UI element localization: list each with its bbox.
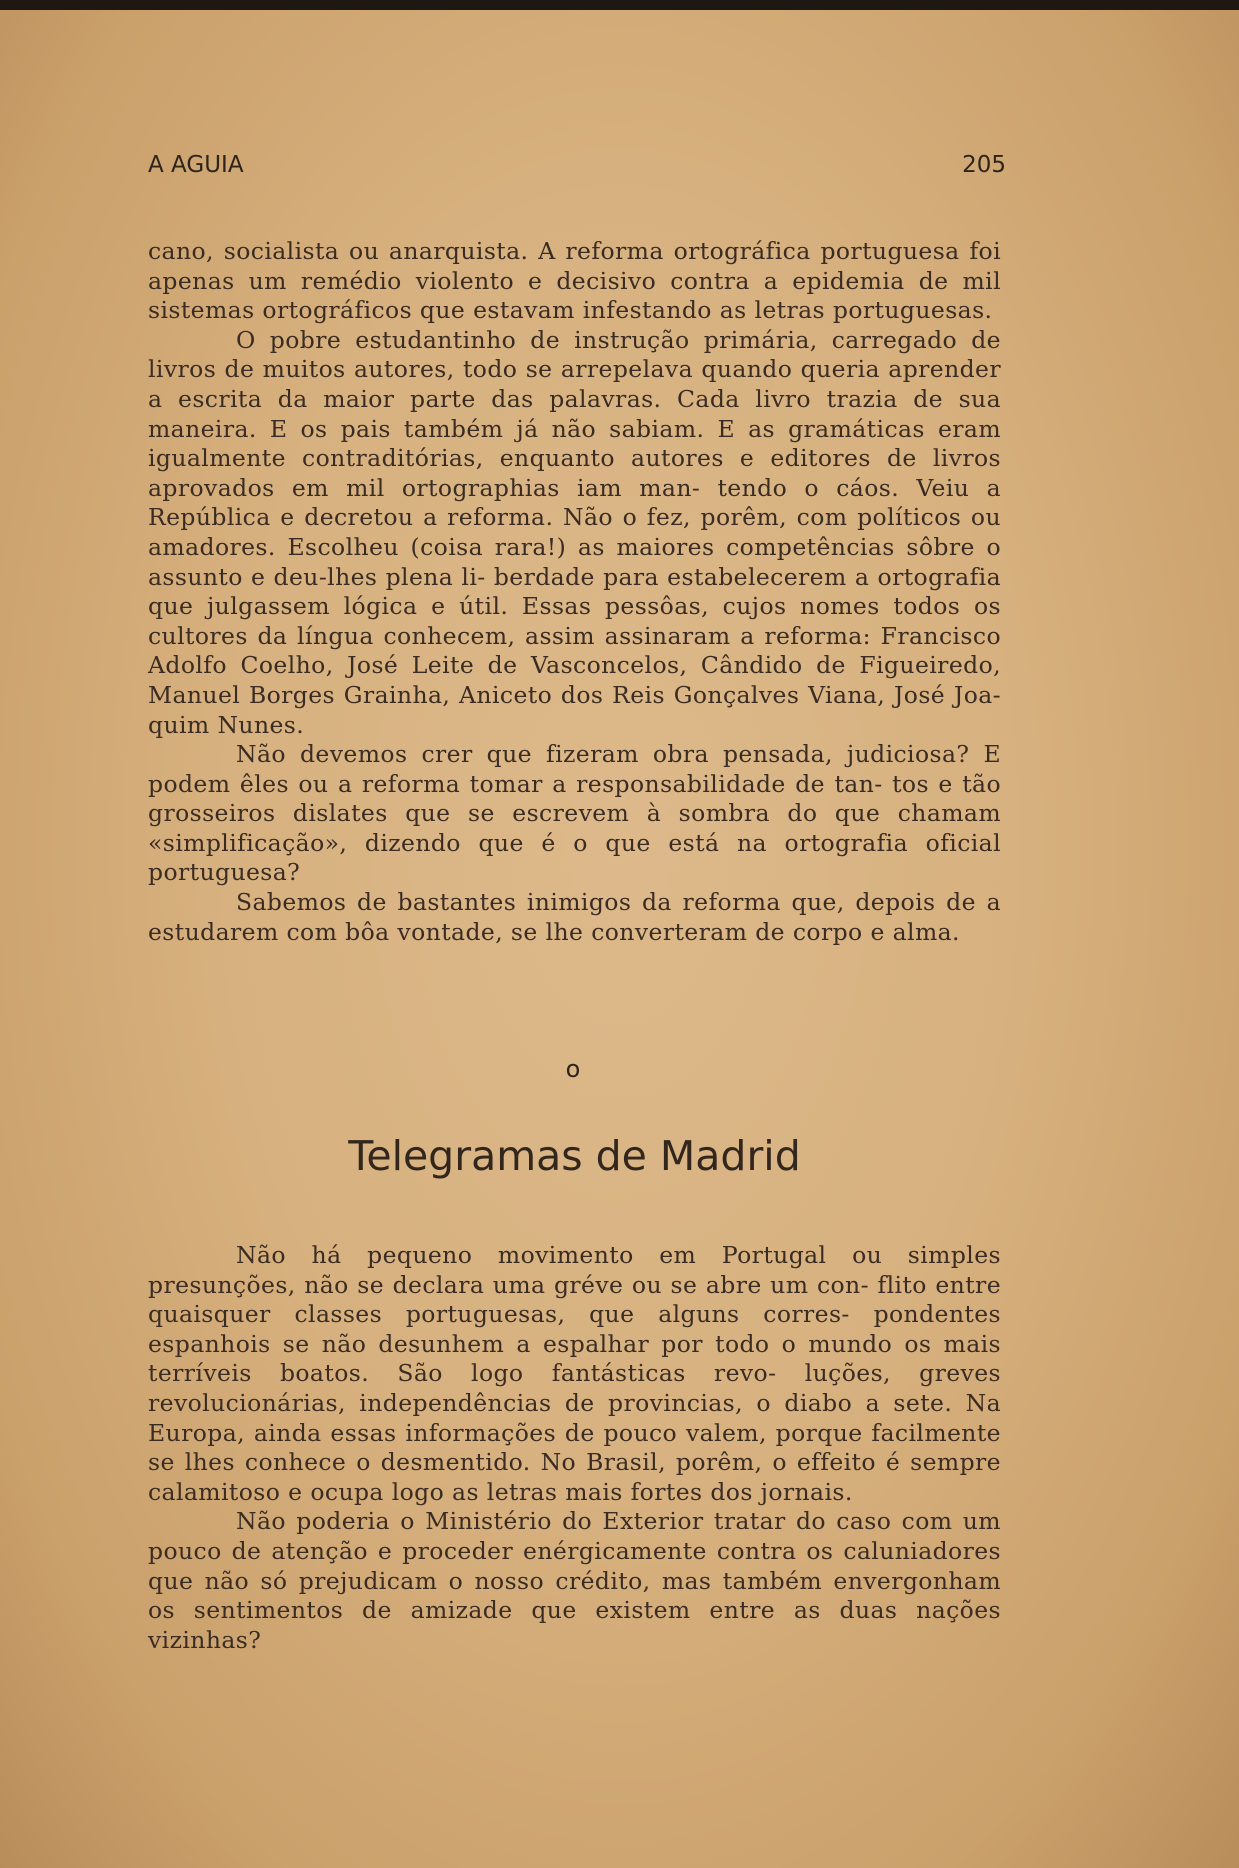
paragraph bbox=[148, 740, 1001, 888]
text-line: Não poderia o Ministério do Exterior tratar do caso bbox=[236, 1507, 892, 1536]
text-line: pondentes espanhois se não desunhem a espalhar por todo o bbox=[148, 1300, 1001, 1358]
text-line: quim Nunes. bbox=[148, 710, 305, 739]
text-line: O pobre estudantinho de instrução primária, carregado bbox=[236, 325, 958, 354]
text-line: chamam «simplificação», dizendo que é o que está na ortografia bbox=[148, 799, 1002, 857]
text-line: com um pouco de atenção e proceder enérgicamente contra os bbox=[148, 1507, 1001, 1565]
text-line: entre as duas nações vizinhas? bbox=[148, 1596, 1001, 1654]
text-line: portuguesas. bbox=[832, 296, 993, 325]
text-line: de livros de muitos autores, todo se arrepelava quando queria bbox=[148, 325, 1001, 384]
text-line: Não devemos crer que fizeram obra pensada, judiciosa? bbox=[236, 740, 970, 769]
page-number: 205 bbox=[962, 152, 1006, 178]
paragraph bbox=[148, 1507, 1001, 1655]
text-line: caluniadores que não só prejudicam o nosso crédito, mas bbox=[148, 1536, 1002, 1595]
text-line: Não há pequeno movimento em Portugal ou simples bbox=[236, 1241, 1001, 1269]
text-line: de mil sistemas ortográficos que estavam infestando as letras bbox=[148, 266, 1001, 325]
text-line: e editores de livros aprovados em mil ortographias iam man- bbox=[148, 444, 1001, 502]
paragraph bbox=[148, 237, 1001, 326]
text-line: presunções, não se declara uma gréve ou se abre um con- bbox=[148, 1270, 869, 1299]
text-line: mundo os mais terríveis boatos. São logo fantásticas revo- bbox=[148, 1329, 1001, 1388]
text-line: luções, greves revolucionárias, independências de provincias, o bbox=[148, 1359, 1001, 1417]
text-line: E podem êles ou a reforma tomar a responsabilidade de tan- bbox=[148, 740, 1002, 798]
text-line: as gramáticas eram igualmente contraditórias, enquanto autores bbox=[148, 414, 1002, 473]
text-line: cano, socialista ou anarquista. A reforma ortográfica portuguesa bbox=[148, 237, 960, 265]
text-line: aprender a escrita da maior parte das palavras. Cada livro bbox=[148, 355, 1001, 413]
text-line: foi apenas um remédio violento e decisivo contra a epidemia bbox=[148, 237, 1001, 295]
section-separator: o bbox=[565, 1055, 581, 1083]
article-body bbox=[148, 237, 1001, 947]
paragraph bbox=[148, 326, 1001, 740]
text-line: fez, porêm, com políticos ou amadores. Escolheu (coisa rara!) bbox=[148, 503, 1001, 561]
text-line: e útil. Essas pessôas, cujos nomes todos os cultores da língua bbox=[148, 592, 1001, 650]
text-line: tendo o cáos. Veiu a República e decretou a reforma. Não o bbox=[148, 473, 1001, 532]
text-line: trazia de sua maneira. E os pais também já não sabiam. E bbox=[148, 384, 1001, 443]
text-line: tos e tão grosseiros dislates que se escrevem à sombra do que bbox=[148, 769, 1001, 828]
article-body-telegramas bbox=[148, 1241, 1001, 1655]
text-line: diabo a sete. Na Europa, ainda essas informações de pouco bbox=[148, 1388, 1002, 1447]
text-line: valem, porque facilmente se lhes conhece o desmentido. No bbox=[148, 1418, 1001, 1477]
text-line: também envergonham os sentimentos de amizade que existem bbox=[148, 1566, 1002, 1625]
running-head bbox=[148, 152, 1006, 186]
text-line: e alma. bbox=[870, 917, 960, 946]
journal-title: A AGUIA bbox=[148, 152, 244, 178]
paragraph bbox=[148, 888, 1001, 947]
text-line: oficial portuguesa? bbox=[148, 828, 1002, 887]
paragraph bbox=[148, 1241, 1001, 1507]
text-line: Brasil, porêm, o effeito é sempre calamitoso e ocupa logo as bbox=[148, 1448, 1001, 1506]
text-line: berdade para estabelecerem a ortografia que julgassem lógica bbox=[148, 562, 1002, 621]
text-line: José Leite de Vasconcelos, Cândido de Figueiredo, Manuel bbox=[148, 651, 1001, 709]
text-line: letras mais fortes dos jornais. bbox=[486, 1477, 853, 1506]
text-line: Borges Grainha, Aniceto dos Reis Gonçalves Viana, José Joa- bbox=[248, 680, 1001, 709]
text-line: Sabemos de bastantes inimigos da reforma que, depois bbox=[236, 888, 936, 917]
text-line: de a estudarem com bôa vontade, se lhe converteram de corpo bbox=[148, 888, 1002, 946]
text-line: conhecem, assim assinaram a reforma: Francisco Adolfo Coelho, bbox=[148, 621, 1002, 680]
text-line: as maiores competências sôbre o assunto e deu-lhes plena li- bbox=[148, 532, 1001, 591]
text-line: flito entre quaisquer classes portuguesas, que alguns corres- bbox=[148, 1270, 1001, 1329]
section-title: Telegramas de Madrid bbox=[348, 1132, 801, 1180]
